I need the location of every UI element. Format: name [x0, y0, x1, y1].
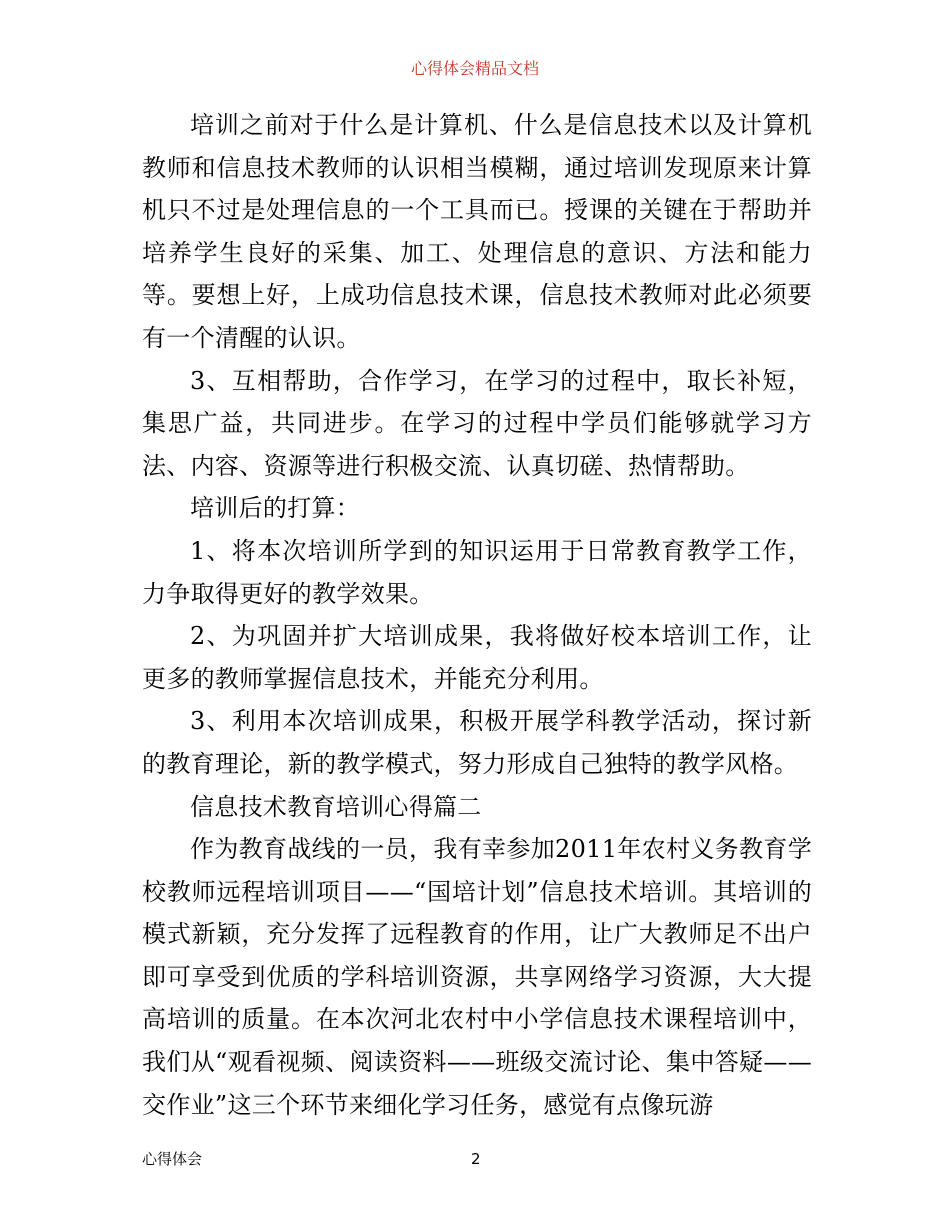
page-footer	[142, 1148, 812, 1170]
paragraph-training-understanding: 培训之前对于什么是计算机、什么是信息技术以及计算机教师和信息技术教师的认识相当模糊，通过培训发现原来计算机只不过是处理信息的一个工具而已。授课的关键在于帮助并培养学生良好的采集、加工、处理信息的意识、方法和能力等。要想上好，上成功信息技术课，信息技术教师对此必须要有一个清醒的认识。	[142, 111, 812, 352]
page-header: 心得体会精品文档	[410, 59, 539, 78]
paragraph-mutual-help: 3、互相帮助，合作学习，在学习的过程中，取长补短，集思广益，共同进步。在学习的过程中学员们能够就学习方法、内容、资源等进行积极交流、认真切磋、热情帮助。	[142, 366, 812, 480]
document-body	[142, 104, 812, 1126]
paragraph-national-training: 作为教育战线的一员，我有幸参加2011年农村义务教育学校教师远程培训项目——“国培计划”信息技术培训。其培训的模式新颖，充分发挥了远程教育的作用，让广大教师足不出户即可享受到优质的学科培训资源，共享网络学习资源，大大提高培训的质量。在本次河北农村中小学信息技术课程培训中，我们从“观看视频、阅读资料——班级交流讨论、集中答疑——交作业”这三个环节来细化学习任务，感觉有点像玩游	[142, 835, 812, 1119]
paragraph-plan-2: 2、为巩固并扩大培训成果，我将做好校本培训工作，让更多的教师掌握信息技术，并能充分利用。	[142, 622, 812, 693]
paragraph-plan-1: 1、将本次培训所学到的知识运用于日常教育教学工作，力争取得更好的教学效果。	[142, 536, 812, 608]
paragraph-after-training-heading: 培训后的打算：	[190, 494, 361, 523]
page-number: 2	[471, 1150, 481, 1168]
footer-label: 心得体会	[142, 1150, 203, 1168]
paragraph-plan-3: 3、利用本次培训成果，积极开展学科教学活动，探讨新的教育理论，新的教学模式，努力形成自己独特的教学风格。	[142, 707, 812, 778]
section-title-part-two: 信息技术教育培训心得篇二	[190, 792, 482, 821]
